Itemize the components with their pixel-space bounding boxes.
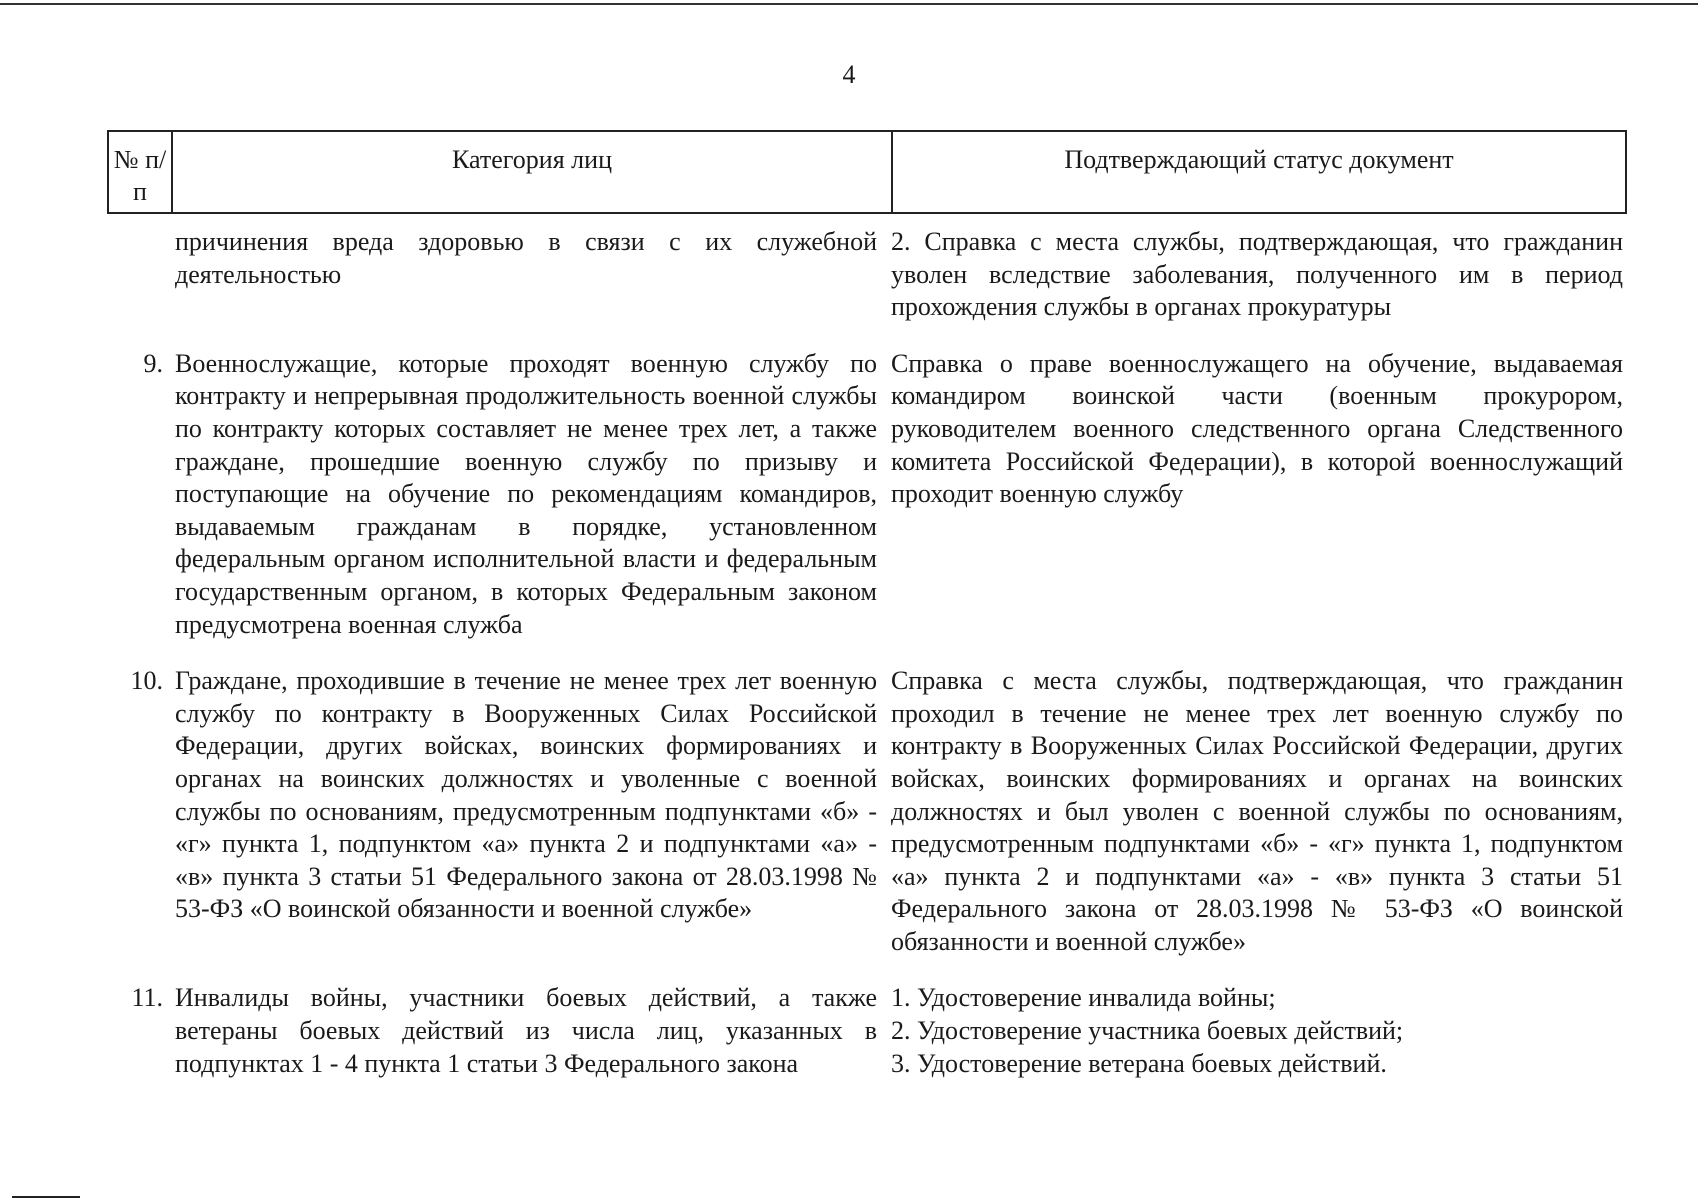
bottom-rule — [12, 1196, 80, 1198]
row-category: Военнослужащие, которые проходят военную службу по контракту и непрерывная продолжительность военной службы по контракту которых составляет не менее трех лет, а также граждане, прошедшие военную службу по призыву и поступающие на обучение по рекомендациям командиров, выдаваемым гражданам в порядке, установленном федеральным органом исполнительной власти и федеральным государственным органом, в которых Федеральным законом предусмотрена военная служба — [175, 348, 877, 639]
row-number: 11. — [131, 983, 163, 1013]
row-document — [891, 348, 1627, 641]
top-rule — [0, 3, 1698, 5]
document-line: 2. Справка с места службы, подтверждающая, что гражданин уволен вследствие заболевания, полученного им в период прохождения службы в органах прокуратуры — [891, 227, 1623, 322]
document-line: 3. Удостоверение ветерана боевых действий. — [891, 1048, 1387, 1078]
document-line: Справка о праве военнослужащего на обучение, выдаваемая командиром воинской части (военным прокурором, руководителем военного следственного органа Следственного комитета Российской Федерации), в которой военнослужащий проходит военную службу — [891, 348, 1623, 509]
row-category: причинения вреда здоровью в связи с их служебной деятельностью — [175, 227, 877, 289]
table-row — [107, 665, 1627, 958]
header-document: Подтверждающий статус документ — [1064, 145, 1454, 174]
row-number: 10. — [130, 666, 163, 696]
header-category: Категория лиц — [173, 132, 893, 212]
page-number: 4 — [842, 60, 856, 89]
row-document — [891, 665, 1627, 958]
row-category: Инвалиды войны, участники боевых действий, а также ветераны боевых действий из числа лиц, указанных в подпунктах 1 - 4 пункта 1 статьи 3 Федерального закона — [175, 983, 877, 1078]
row-document — [891, 226, 1627, 324]
document-line: 1. Удостоверение инвалида войны; — [891, 983, 1276, 1013]
table-row — [107, 348, 1627, 641]
header-number: № п/п — [109, 132, 173, 212]
document-line: 2. Удостоверение участника боевых действий; — [891, 1016, 1404, 1046]
table-row — [107, 982, 1627, 1080]
row-number — [107, 226, 171, 324]
row-category: Граждане, проходившие в течение не менее трех лет военную службу по контракту в Вооруженных Силах Российской Федерации, других войсках, воинских формированиях и органах на воинских должностях и уволенные с военной службы по основаниям, предусмотренным подпунктами «б» - «г» пункта 1, подпунктом «а» пункта 2 и подпунктами «а» - «в» пункта 3 статьи 51 Федерального закона от 28.03.1998 № 53-ФЗ «О воинской обязанности и военной службе» — [175, 666, 877, 924]
document-line: Справка с места службы, подтверждающая, что гражданин проходил в течение не менее трех лет военную службу по контракту в Вооруженных Силах Российской Федерации, других войсках, воинских формированиях и органах на воинских должностях и был уволен с военной службы по основаниям, предусмотренным подпунктами «б» - «г» пункта 1, подпунктом «а» пункта 2 и подпунктами «а» - «в» пункта 3 статьи 51 Федерального закона от 28.03.1998 № 53-ФЗ «О воинской обязанности и военной службе» — [891, 666, 1623, 956]
row-number: 9. — [143, 348, 163, 378]
table-body — [107, 226, 1627, 1080]
row-document — [891, 982, 1627, 1080]
table-header — [107, 130, 1627, 214]
table-row — [107, 226, 1627, 324]
